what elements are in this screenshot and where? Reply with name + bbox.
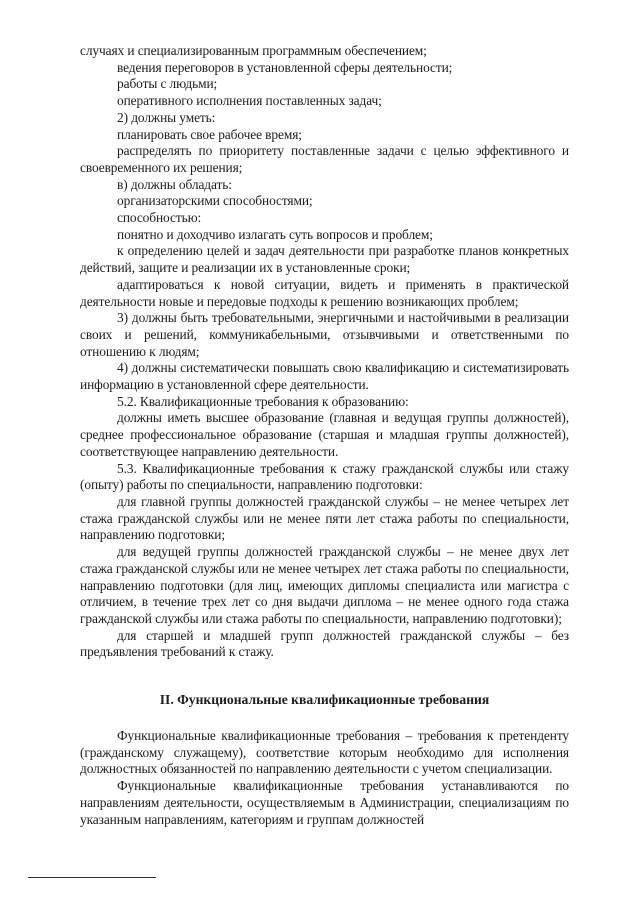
paragraph: адаптироваться к новой ситуации, видеть и применять в практической деятельности новые и передовые подходы к решению возникающих проблем; (80, 276, 569, 309)
paragraph: 5.2. Квалификационные требования к образованию: (117, 393, 409, 409)
spacer (80, 708, 569, 728)
paragraph: способностью: (117, 210, 202, 226)
paragraph: планировать свое рабочее время; (117, 126, 302, 142)
paragraph: для старшей и младшей групп должностей гражданской службы – без предъявления требований к стажу. (80, 627, 569, 660)
footnote-separator (28, 877, 156, 878)
paragraph: 5.3. Квалификационные требования к стажу гражданской службы или стажу (опыту) работы по специальности, направлению подготовки: (80, 460, 569, 493)
paragraph: ведения переговоров в установленной сферы деятельности; (117, 59, 453, 75)
paragraph: для главной группы должностей гражданской службы – не менее четырех лет стажа гражданской службы или не менее пяти лет стажа работы по специальности, направлению подготовки; (80, 493, 569, 543)
paragraph: должны иметь высшее образование (главная и ведущая группы должностей), среднее профессиональное образование (старшая и младшая группы должностей), соответствующее направлению деятельности. (80, 410, 569, 459)
paragraph: понятно и доходчиво излагать суть вопросов и проблем; (117, 226, 433, 242)
paragraph: Функциональные квалификационные требования устанавливаются по направлениям деятельности, осуществляемым в Администрации, специализациям по указанным направлениям, категориям и группам должностей (80, 778, 569, 827)
paragraph: оперативного исполнения поставленных задач; (117, 93, 382, 109)
paragraph: 2) должны уметь: (117, 109, 216, 125)
document-body (80, 43, 569, 828)
paragraph: распределять по приоритету поставленные задачи с целью эффективного и своевременного их решения; (80, 143, 569, 175)
paragraph: случаях и специализированным программным обеспечением; (80, 43, 427, 58)
spacer (80, 661, 569, 691)
section-heading: II. Функциональные квалификационные требования (159, 692, 490, 708)
paragraph: работы с людьми; (117, 76, 218, 92)
paragraph: организаторскими способностями; (117, 193, 313, 209)
paragraph: к определению целей и задач деятельности при разработке планов конкретных действий, защите и реализации их в установленные сроки; (80, 243, 569, 276)
paragraph: в) должны обладать: (117, 176, 232, 192)
paragraph: 4) должны систематически повышать свою квалификацию и систематизировать информацию в установленной сфере деятельности. (80, 360, 569, 393)
paragraph: для ведущей группы должностей гражданской службы – не менее двух лет стажа гражданской службы или не менее четырех лет стажа работы по специальности, направлению подготовки (для лиц, имеющих дипломы специалиста или магистра с отличием, в течение трех лет со дня выдачи диплома – не менее одного года стажа гражданской службы или стажа работы по специальности, направлению подготовки); (80, 544, 569, 626)
paragraph: Функциональные квалификационные требования – требования к претенденту (гражданскому служащему), соответствие которым необходимо для исполнения должностных обязанностей по направлению деятельности с учетом специализации. (80, 728, 569, 777)
paragraph: 3) должны быть требовательными, энергичными и настойчивыми в реализации своих и решений, коммуникабельными, отзывчивыми и ответственными по отношению к людям; (80, 310, 569, 359)
